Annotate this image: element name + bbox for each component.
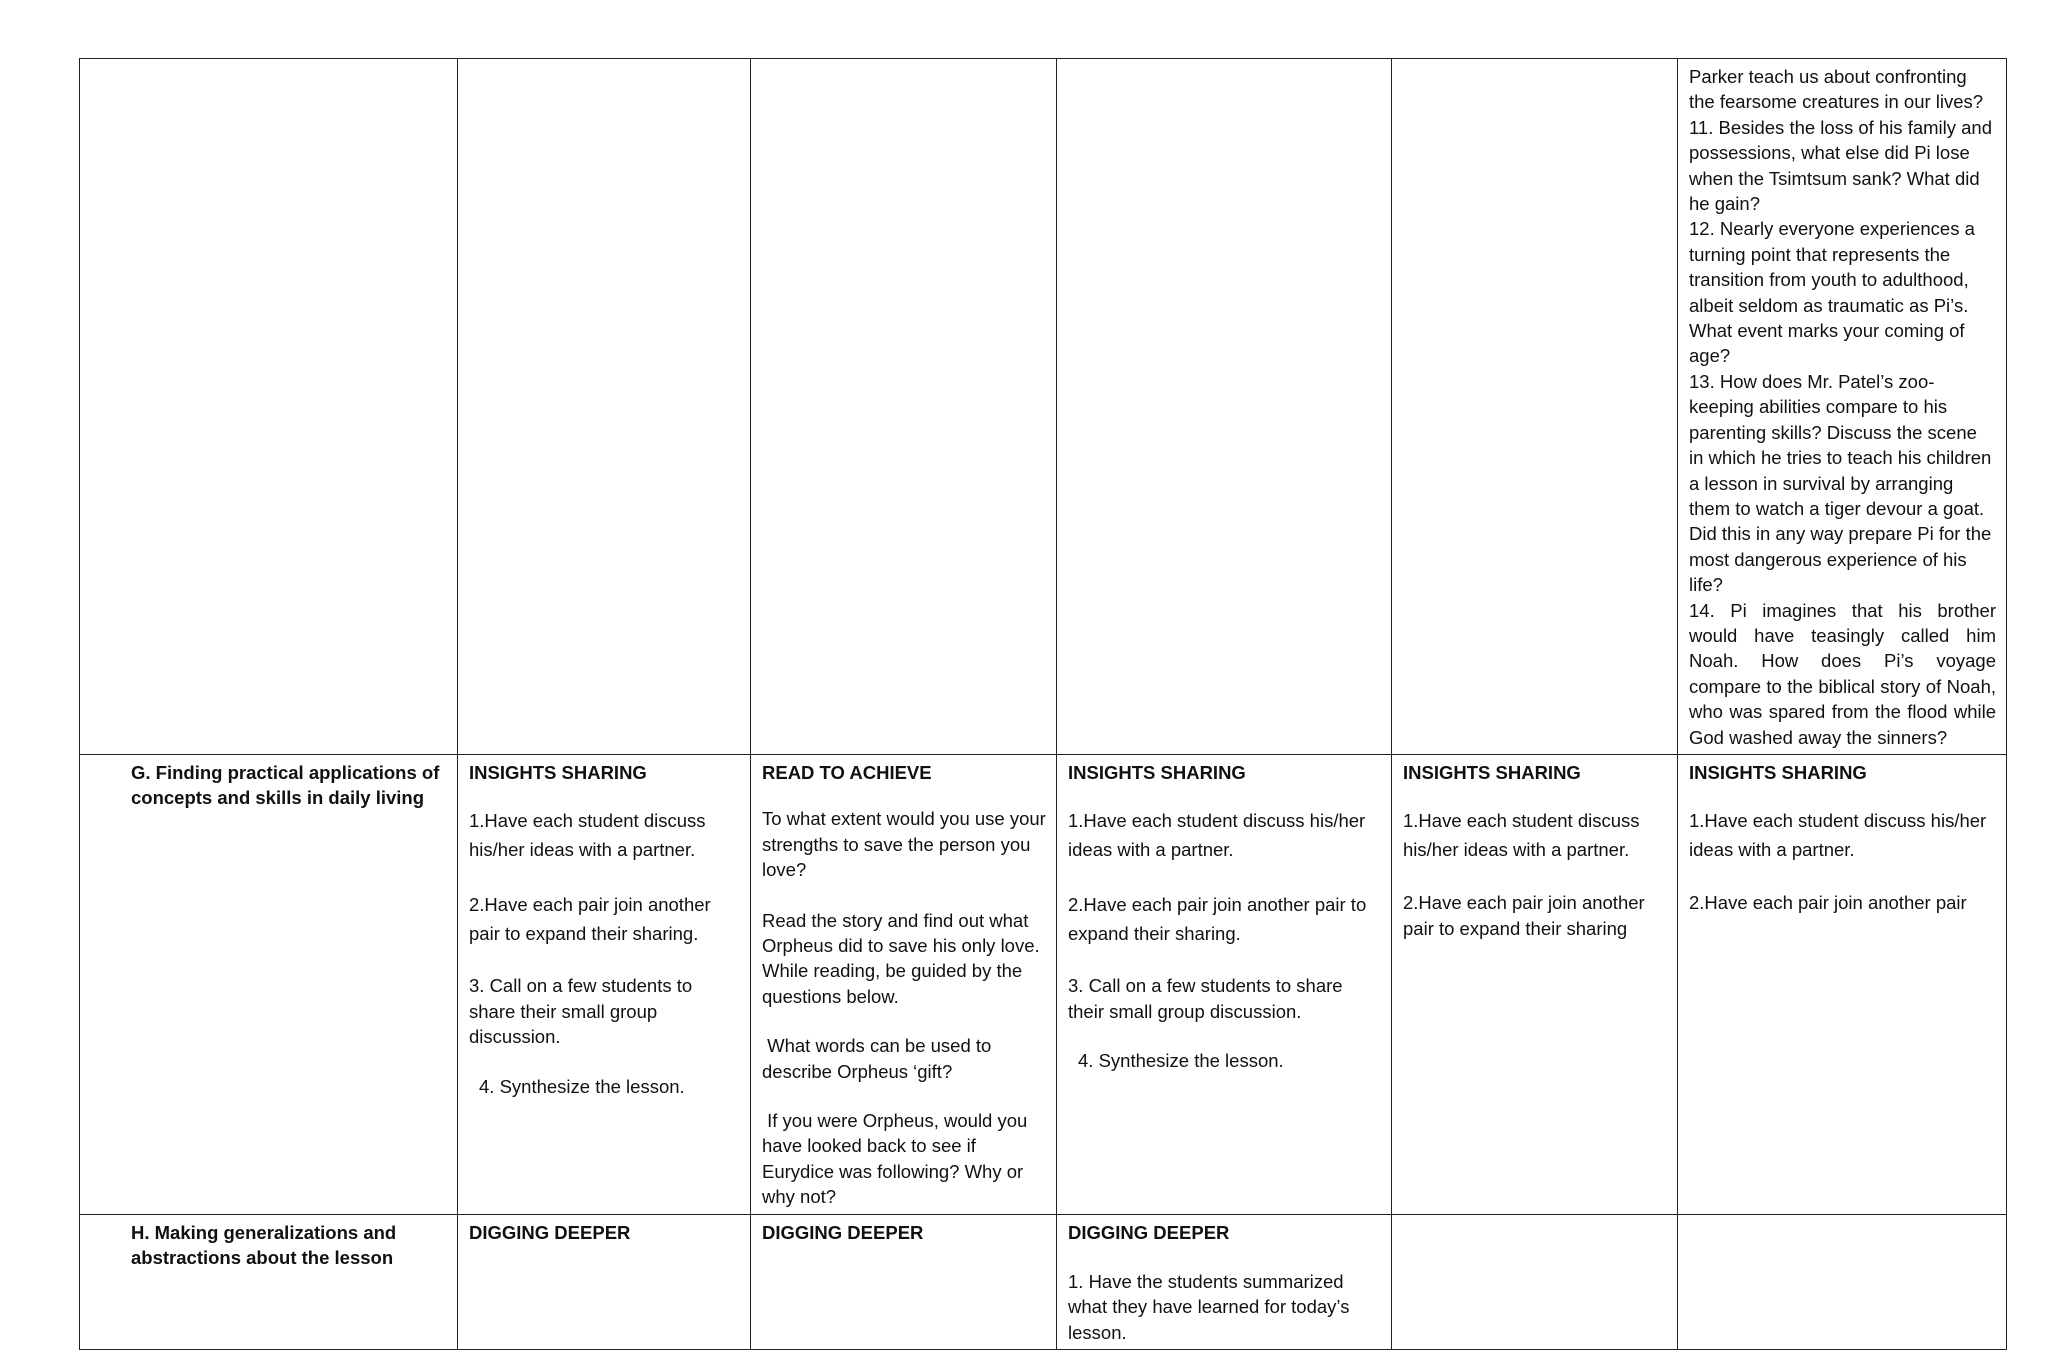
cell-heading: INSIGHTS SHARING bbox=[1689, 761, 1867, 783]
cell-empty bbox=[1057, 59, 1392, 755]
cell-empty bbox=[1392, 59, 1678, 755]
list-item: 2.Have each pair join another pair to expand their sharing. bbox=[1068, 894, 1372, 945]
cell-heading: INSIGHTS SHARING bbox=[469, 761, 647, 783]
list-item: 1. Have the students summarized what they have learned for today’s lesson. bbox=[1068, 1271, 1355, 1343]
cell-g-col2 bbox=[458, 754, 751, 1214]
row-label-h: H. Making generalizations and abstractions about the lesson bbox=[80, 1214, 458, 1350]
list-item: Read the story and find out what Orpheus did to save his only love. While reading, be guided by the questions below. bbox=[762, 909, 1045, 1007]
cell-g-col3 bbox=[751, 754, 1057, 1214]
cell-g-col5 bbox=[1392, 754, 1678, 1214]
list-item: If you were Orpheus, would you have looked back to see if Eurydice was following? Why or why not? bbox=[762, 1110, 1033, 1208]
cell-heading: DIGGING DEEPER bbox=[469, 1221, 631, 1243]
cell-heading: INSIGHTS SHARING bbox=[1403, 761, 1581, 783]
cell-empty bbox=[1392, 1214, 1678, 1350]
cell-g-col6 bbox=[1678, 754, 2007, 1214]
cell-discussion-questions bbox=[1678, 59, 2007, 755]
cell-heading: DIGGING DEEPER bbox=[762, 1221, 924, 1243]
cell-h-col2 bbox=[458, 1214, 751, 1350]
question-text: Parker teach us about confronting the fearsome creatures in our lives? bbox=[1689, 66, 1984, 113]
list-item: 2.Have each pair join another pair bbox=[1689, 892, 1967, 914]
cell-empty bbox=[751, 59, 1057, 755]
list-item: To what extent would you use your strengths to save the person you love? bbox=[762, 808, 1051, 881]
cell-h-col4 bbox=[1057, 1214, 1392, 1350]
question-14: 14. Pi imagines that his brother would have teasingly called him Noah. How does Pi’s voyage compare to the biblical story of Noah, who was spared from the flood while God washed away the sinners? bbox=[1689, 599, 2002, 748]
question-11: 11. Besides the loss of his family and possessions, what else did Pi lose when the Tsimtsum sank? What did he gain? bbox=[1689, 116, 1998, 215]
list-item: 1.Have each student discuss his/her ideas with a partner. bbox=[1403, 810, 1645, 861]
list-item: 2.Have each pair join another pair to expand their sharing bbox=[1403, 892, 1650, 939]
table-row-f-continued bbox=[80, 59, 2007, 755]
list-item: What words can be used to describe Orpheus ‘gift? bbox=[762, 1035, 997, 1082]
list-item: 2.Have each pair join another pair to expand their sharing. bbox=[469, 894, 716, 945]
list-item: 1.Have each student discuss his/her ideas with a partner. bbox=[469, 810, 711, 861]
list-item: 4. Synthesize the lesson. bbox=[479, 1075, 685, 1097]
list-item: 4. Synthesize the lesson. bbox=[1078, 1050, 1284, 1072]
cell-h-col3 bbox=[751, 1214, 1057, 1350]
list-item: 3. Call on a few students to share their small group discussion. bbox=[1068, 975, 1348, 1022]
row-label-g: G. Finding practical applications of concepts and skills in daily living bbox=[80, 754, 458, 1214]
lesson-plan-table bbox=[79, 58, 2007, 1350]
cell-label-empty bbox=[80, 59, 458, 755]
table-row-g bbox=[80, 754, 2007, 1214]
cell-g-col4 bbox=[1057, 754, 1392, 1214]
list-item: 1.Have each student discuss his/her ideas with a partner. bbox=[1689, 810, 1992, 861]
list-item: 1.Have each student discuss his/her ideas with a partner. bbox=[1068, 810, 1371, 861]
question-13: 13. How does Mr. Patel’s zoo-keeping abilities compare to his parenting skills? Discuss the scene in which he tries to teach his children a lesson in survival by arranging them to watch a tiger devour a goat. Did this in any way prepare Pi for the most dangerous experience of his life? bbox=[1689, 370, 1997, 596]
cell-empty bbox=[458, 59, 751, 755]
cell-empty bbox=[1678, 1214, 2007, 1350]
cell-heading: READ TO ACHIEVE bbox=[762, 761, 932, 783]
cell-heading: DIGGING DEEPER bbox=[1068, 1221, 1230, 1243]
table-row-h bbox=[80, 1214, 2007, 1350]
cell-heading: INSIGHTS SHARING bbox=[1068, 761, 1246, 783]
list-item: 3. Call on a few students to share their small group discussion. bbox=[469, 975, 698, 1048]
question-12: 12. Nearly everyone experiences a turning point that represents the transition from youth to adulthood, albeit seldom as traumatic as Pi’s. What event marks your coming of age? bbox=[1689, 218, 1981, 367]
